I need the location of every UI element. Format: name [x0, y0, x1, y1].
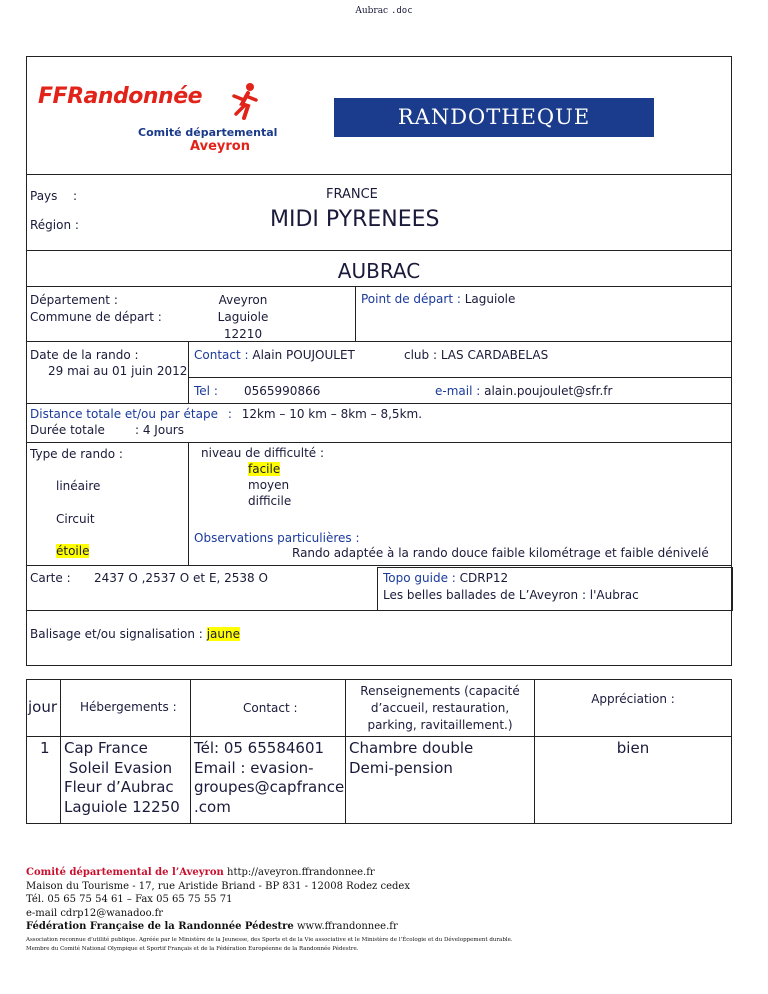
logo-subtitle: Comité départemental	[138, 126, 278, 139]
footer-comite-name: Comité départemental de l’Aveyron	[26, 867, 224, 878]
distance-colon: :	[227, 407, 232, 421]
contact-label: Contact :	[194, 348, 249, 362]
balisage-value: jaune	[206, 627, 240, 641]
observations-value: Rando adaptée à la rando douce faible kilométrage et faible dénivelé	[292, 546, 709, 560]
type-etoile: étoile	[56, 544, 90, 558]
header-renseignements-line: parking, ravitaillement.)	[367, 718, 513, 732]
frame-bottom	[26, 665, 732, 666]
balisage	[30, 627, 240, 641]
footer-federation	[26, 920, 513, 934]
footer-address: Maison du Tourisme - 17, rue Aristide Briand - BP 831 - 12008 Rodez cedex	[26, 880, 410, 892]
divider-topo-right	[732, 567, 733, 611]
pays-colon: :	[73, 189, 78, 203]
frame-top	[26, 56, 732, 57]
page-title: AUBRAC	[337, 259, 421, 283]
niveau-facile: facile	[248, 462, 281, 476]
commune-value: Laguiole 12210	[217, 310, 269, 341]
doc-ext: .doc	[390, 6, 413, 16]
contact-line: Tél: 05 65584601	[194, 739, 325, 757]
row-hebergements	[64, 739, 180, 817]
divider-rando	[26, 403, 732, 404]
pays-label: Pays	[30, 189, 58, 203]
duree-value: : 4 Jours	[135, 423, 184, 437]
header-contact: Contact :	[243, 701, 298, 715]
point-depart	[361, 292, 515, 306]
contact-line: groupes@capfrance	[194, 778, 345, 796]
tel-label: Tel :	[194, 384, 218, 398]
niveau-difficile: difficile	[248, 494, 292, 508]
renseignement-line: Demi-pension	[349, 758, 453, 777]
type-label: Type de rando :	[30, 447, 123, 461]
renseignement-line: Chambre double	[349, 739, 474, 757]
table-col5	[731, 679, 732, 824]
region-value: MIDI PYRENEES	[270, 207, 440, 232]
club-label: club :	[404, 348, 438, 362]
header-renseignements-line: d’accueil, restauration,	[370, 701, 510, 715]
randotheque-banner: RANDOTHEQUE	[334, 98, 654, 137]
logo-randonnee: Randonnée	[67, 84, 203, 109]
row-contact	[194, 739, 344, 817]
date-value: 29 mai au 01 juin 2012	[48, 364, 188, 378]
divider-topo-top	[377, 567, 733, 568]
hebergement-line: Soleil Evasion	[64, 758, 173, 777]
club	[404, 348, 548, 362]
topo-line2: Les belles ballades de L’Aveyron : l'Aubrac	[383, 588, 639, 602]
header-renseignements	[346, 683, 534, 734]
row-appreciation: bien	[616, 739, 650, 757]
divider-point-v	[355, 286, 356, 341]
contact-value: Alain POUJOULET	[252, 348, 355, 362]
topo-value: CDRP12	[459, 571, 509, 585]
footer-federation-url[interactable]: www.ffrandonnee.fr	[296, 921, 398, 932]
departement-values	[198, 292, 288, 343]
table-header-bottom	[26, 736, 732, 737]
divider-logo	[26, 174, 732, 175]
logo-aveyron: Aveyron	[190, 139, 250, 154]
frame-left	[26, 56, 27, 666]
footer-legal1: Association reconnue d’utilité publique. Agréée par le Ministère de la Jeunesse, des Sports et de la Vie associative et le Ministère de l’Écologie et du Développement durable.	[26, 936, 513, 943]
topo-guide	[383, 571, 508, 585]
distance	[30, 407, 422, 421]
date-label: Date de la rando :	[30, 348, 139, 362]
walker-icon	[228, 82, 264, 120]
ffrandonnee-logo	[38, 84, 278, 158]
commune-label: Commune de départ :	[30, 310, 162, 324]
row-renseignements	[349, 739, 473, 778]
doc-header	[0, 6, 768, 16]
divider-type	[26, 565, 732, 566]
header-renseignements-line: Renseignements (capacité	[360, 684, 520, 698]
header-appreciation: Appréciation :	[591, 692, 675, 706]
divider-tel	[188, 377, 732, 378]
table-col2	[190, 679, 191, 824]
email-label: e-mail :	[435, 384, 481, 398]
hebergement-line: Cap France	[64, 739, 148, 757]
carte-value: 2437 O ,2537 O et E, 2538 O	[94, 571, 268, 585]
table-top	[26, 679, 732, 680]
divider-region	[26, 250, 732, 251]
footer-comite-url[interactable]: http://aveyron.ffrandonnee.fr	[227, 867, 375, 878]
footer-tel: Tél. 05 65 75 54 61 – Fax 05 65 75 55 71	[26, 894, 233, 905]
club-value: LAS CARDABELAS	[440, 348, 549, 362]
divider-carte	[26, 610, 733, 611]
contact-line: .com	[194, 797, 231, 816]
footer-federation-name: Fédération Française de la Randonnée Pédestre	[26, 921, 294, 932]
email	[435, 384, 612, 398]
distance-value: 12km – 10 km – 8km – 8,5km.	[241, 407, 423, 421]
divider-title	[26, 286, 732, 287]
niveau-label: niveau de difficulté :	[201, 446, 325, 460]
carte-label: Carte :	[30, 571, 71, 585]
observations-label: Observations particulières :	[194, 531, 360, 545]
table-col1	[60, 679, 61, 824]
region-label: Région :	[30, 218, 79, 232]
departement-label: Département :	[30, 293, 118, 307]
hebergement-line: Fleur d’Aubrac	[64, 778, 174, 796]
footer-comite	[26, 866, 513, 880]
footer	[26, 866, 513, 953]
duree-label: Durée totale	[30, 423, 105, 437]
departement-value: Aveyron	[218, 293, 268, 307]
header-hebergements: Hébergements :	[80, 700, 177, 714]
logo-ff: FF	[38, 84, 68, 109]
header-jour: jour	[28, 698, 58, 716]
footer-email: e-mail cdrp12@wanadoo.fr	[26, 907, 164, 919]
row-jour: 1	[40, 739, 50, 757]
hebergement-line: Laguiole 12250	[64, 797, 180, 816]
type-circuit: Circuit	[56, 512, 95, 526]
point-value: Laguiole	[464, 292, 516, 306]
point-label: Point de départ :	[361, 292, 461, 306]
departement-labels	[30, 292, 162, 326]
divider-date-v	[188, 341, 189, 403]
email-value[interactable]: alain.poujoulet@sfr.fr	[484, 384, 613, 398]
footer-legal2: Membre du Comité National Olympique et Sportif Français et de la Fédération Européenne de la Randonnée Pédestre.	[26, 945, 359, 952]
doc-name: Aubrac	[355, 6, 389, 16]
balisage-label: Balisage et/ou signalisation :	[30, 627, 203, 641]
pays-value: FRANCE	[326, 187, 378, 202]
divider-topo-v	[377, 567, 378, 611]
table-bottom	[26, 823, 732, 824]
distance-label: Distance totale et/ou par étape	[30, 407, 218, 421]
divider-distance	[26, 442, 732, 443]
niveau-moyen: moyen	[248, 478, 290, 492]
divider-type-v	[188, 442, 189, 565]
table-col0	[26, 679, 27, 824]
type-lineaire: linéaire	[56, 479, 101, 493]
tel-value: 0565990866	[244, 384, 321, 398]
contact	[194, 348, 355, 362]
topo-label: Topo guide :	[383, 571, 456, 585]
contact-line: Email : evasion-	[194, 758, 314, 777]
divider-dep	[26, 341, 732, 342]
